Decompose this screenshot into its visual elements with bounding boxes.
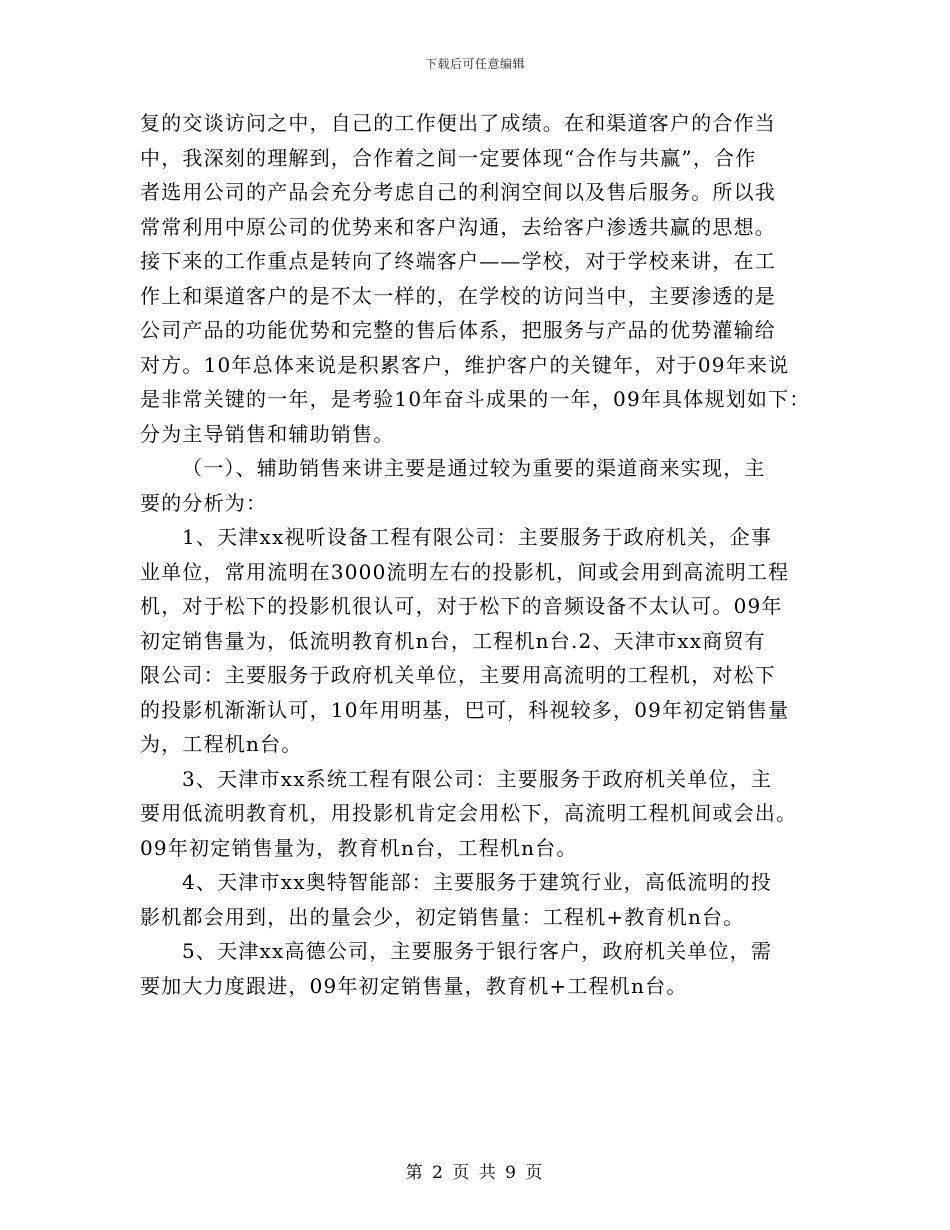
text-line: 复的交谈访问之中，自己的工作便出了成绩。在和渠道客户的合作当: [140, 111, 776, 135]
text-line: 作上和渠道客户的是不太一样的，在学校的访问当中，主要渗透的是: [140, 283, 776, 308]
text-line: 为，工程机n台。: [140, 732, 303, 756]
paragraph-first-line: （一）、辅助销售来讲主要是通过较为重要的渠道商来实现，主: [182, 456, 766, 480]
text-line: 机，对于松下的投影机很认可，对于松下的音频设备不太认可。09年: [140, 594, 783, 618]
text-line: 要加大力度跟进，09年初定销售量，教育机+工程机n台。: [140, 973, 688, 998]
paragraph-first-line: 4、天津市xx奥特智能部：主要服务于建筑行业，高低流明的投: [182, 870, 773, 894]
paragraph-first-line: 1、天津xx视听设备工程有限公司：主要服务于政府机关，企事: [182, 525, 773, 549]
text-line: 09年初定销售量为，教育机n台，工程机n台。: [140, 835, 578, 860]
text-line: 要的分析为：: [140, 490, 268, 515]
text-line: 初定销售量为，低流明教育机n台，工程机n台.2、天津市xx商贸有: [140, 628, 766, 653]
text-line: 业单位，常用流明在3000流明左右的投影机，间或会用到高流明工程: [140, 559, 790, 584]
text-line: 公司产品的功能优势和完整的售后体系，把服务与产品的优势灌输给: [140, 318, 776, 342]
text-line: 的投影机渐渐认可，10年用明基，巴可，科视较多，09年初定销售量: [140, 697, 790, 722]
text-line: 影机都会用到，出的量会少，初定销售量：工程机+教育机n台。: [140, 904, 745, 929]
text-line: 分为主导销售和辅助销售。: [140, 421, 395, 446]
text-line: 要用低流明教育机，用投影机肯定会用松下，高流明工程机间或会出。: [140, 801, 798, 825]
text-line: 对方。10年总体来说是积累客户，维护客户的关键年，对于09年来说: [140, 352, 790, 377]
page-number-footer: 第 2 页 共 9 页: [405, 1163, 545, 1183]
text-line: 是非常关键的一年，是考验10年奋斗成果的一年，09年具体规划如下：: [140, 387, 811, 411]
text-line: 者选用公司的产品会充分考虑自己的利润空间以及售后服务。所以我: [140, 180, 776, 204]
paragraph-first-line: 3、天津市xx系统工程有限公司：主要服务于政府机关单位，主: [182, 766, 773, 791]
text-line: 接下来的工作重点是转向了终端客户——学校，对于学校来讲，在工: [140, 249, 776, 273]
body-text: [140, 106, 820, 1003]
text-line: 中，我深刻的理解到，合作着之间一定要体现“合作与共赢”，合作: [140, 145, 757, 170]
text-line: 限公司：主要服务于政府机关单位，主要用高流明的工程机，对松下: [140, 663, 776, 687]
header-note: 下载后可任意编辑: [424, 57, 525, 71]
paragraph-first-line: 5、天津xx高德公司，主要服务于银行客户，政府机关单位，需: [182, 939, 773, 963]
text-line: 常常利用中原公司的优势来和客户沟通，去给客户渗透共赢的思想。: [140, 214, 776, 239]
